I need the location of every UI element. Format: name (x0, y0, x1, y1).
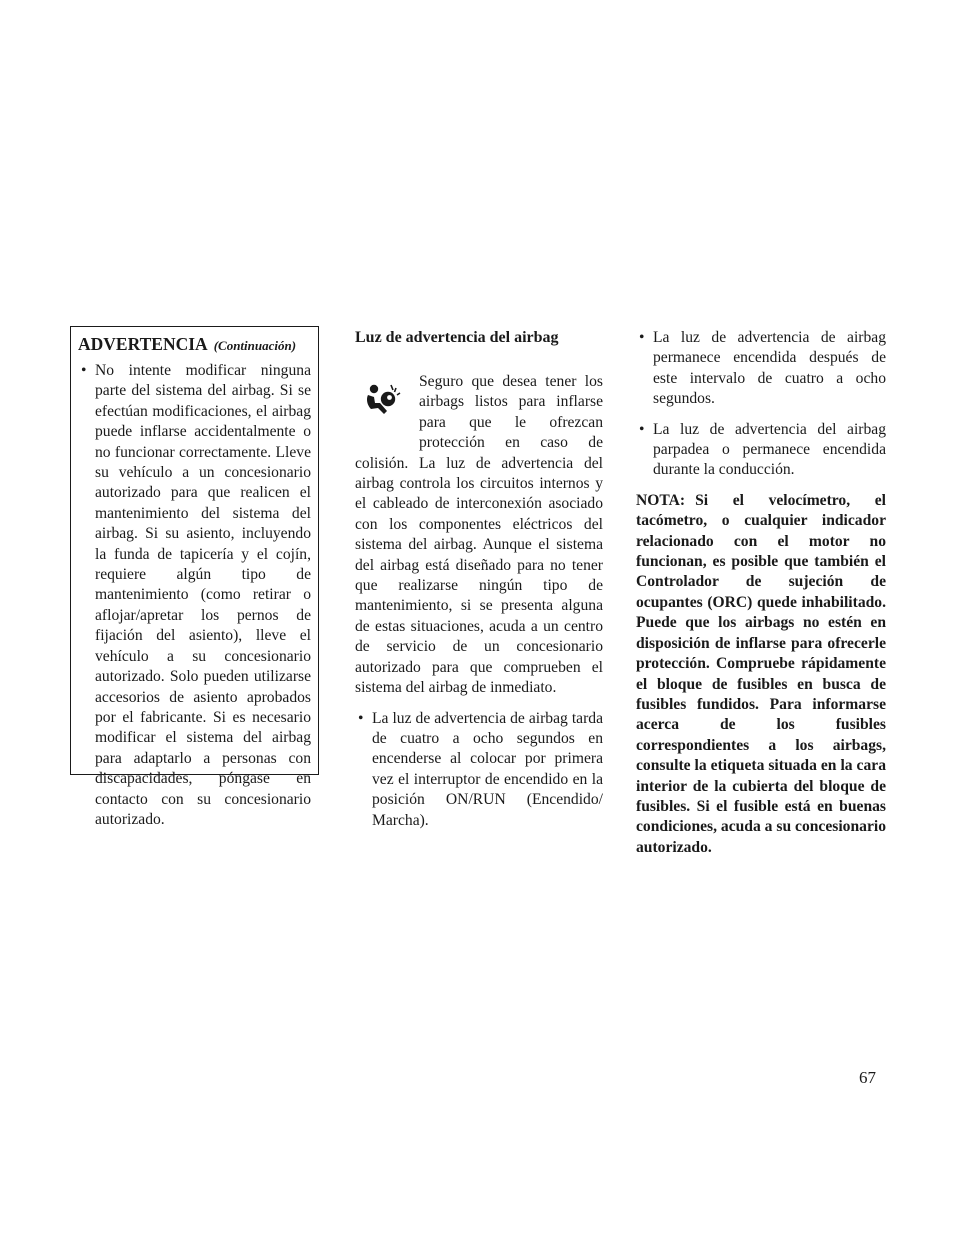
warning-box (70, 326, 319, 828)
bullet-icon: • (639, 420, 645, 438)
list-item-text: La luz de advertencia de airbag permanece encendida después de este intervalo de cuatro a ocho segundos. (653, 329, 886, 408)
bullet-icon: • (358, 709, 364, 727)
bullet-icon: • (81, 362, 87, 379)
middle-column (355, 328, 603, 831)
note-text: Si el velocímetro, el tacómetro, o cualquier indicador relacionado con el motor no funcionan, es posible que también el Controlador de sujeción de ocupantes (ORC) quede inhabilitado. Puede que los airbags no estén en disposición de inflarse para ofrecerle protección. Compruebe rápidamente el bloque de fusibles en busca de fusibles fundidos. Para informarse acerca de los fusibles correspondientes a los airbags, consulte la etiqueta situada en la cara interior de la cubierta del bloque de fusibles. Si el fusible está en buenas condiciones, acuda a su concesionario autorizado. (636, 491, 886, 856)
warning-bullet-text: No intente modificar ninguna parte del sistema del airbag. Si se efectúan modificaciones, el airbag puede inflarse accidentalmente o no funcionar correctamente. Lleve su vehículo a un concesionario autorizado para que realicen el mantenimiento del sistema del airbag. Si su asiento, incluyendo la funda de tapicería y el cojín, requiere algún tipo de mantenimiento (como retirar o aflojar/apretar los pernos de fijación del asiento), lleve el vehículo a su concesionario autorizado. Solo pueden utilizarse accesorios de asiento aprobados por el fabricante. Si es necesario modificar el sistema del airbag para adaptarlo a personas con discapacidades, póngase en contacto con su concesionario autorizado. (95, 362, 311, 828)
note-paragraph (636, 491, 886, 858)
airbag-warning-icon (363, 382, 403, 416)
warning-bullet (78, 361, 311, 830)
warning-title (78, 331, 311, 359)
note-label: NOTA: (636, 491, 686, 509)
section-heading: Luz de advertencia del airbag (355, 329, 559, 346)
right-column (636, 328, 886, 858)
page-number: 67 (859, 1068, 876, 1087)
intro-paragraph (355, 372, 603, 699)
bullet-icon: • (639, 329, 645, 346)
list-item (636, 420, 886, 481)
warning-continuation: (Continuación) (213, 338, 297, 353)
list-item (636, 328, 886, 410)
intro-text: Seguro que desea tener los airbags listos para inflarse para que le ofrezcan protección en caso de colisión. La luz de advertencia del airbag controla los circuitos internos y el cableado de interconexión asociado con los componentes eléctricos del sistema del airbag. Aunque el sistema del airbag está diseñado para no tener que realizarse ningún tipo de mantenimiento, si se presenta alguna de estas situaciones, acuda a un centro de servicio de un concesionario autorizado para que comprueben el sistema del airbag de inmediato. (355, 373, 603, 697)
intro-block (355, 372, 603, 699)
warning-title-text: ADVERTENCIA (78, 334, 208, 354)
list-item-text: La luz de advertencia de airbag tarda de cuatro a ocho segundos en encenderse al colocar por primera vez el interruptor de encendido en la posición ON/RUN (Encendido/ Marcha). (372, 709, 603, 829)
list-item-text: La luz de advertencia del airbag parpadea o permanece encendida durante la conducción. (653, 420, 886, 479)
list-item (355, 709, 603, 831)
